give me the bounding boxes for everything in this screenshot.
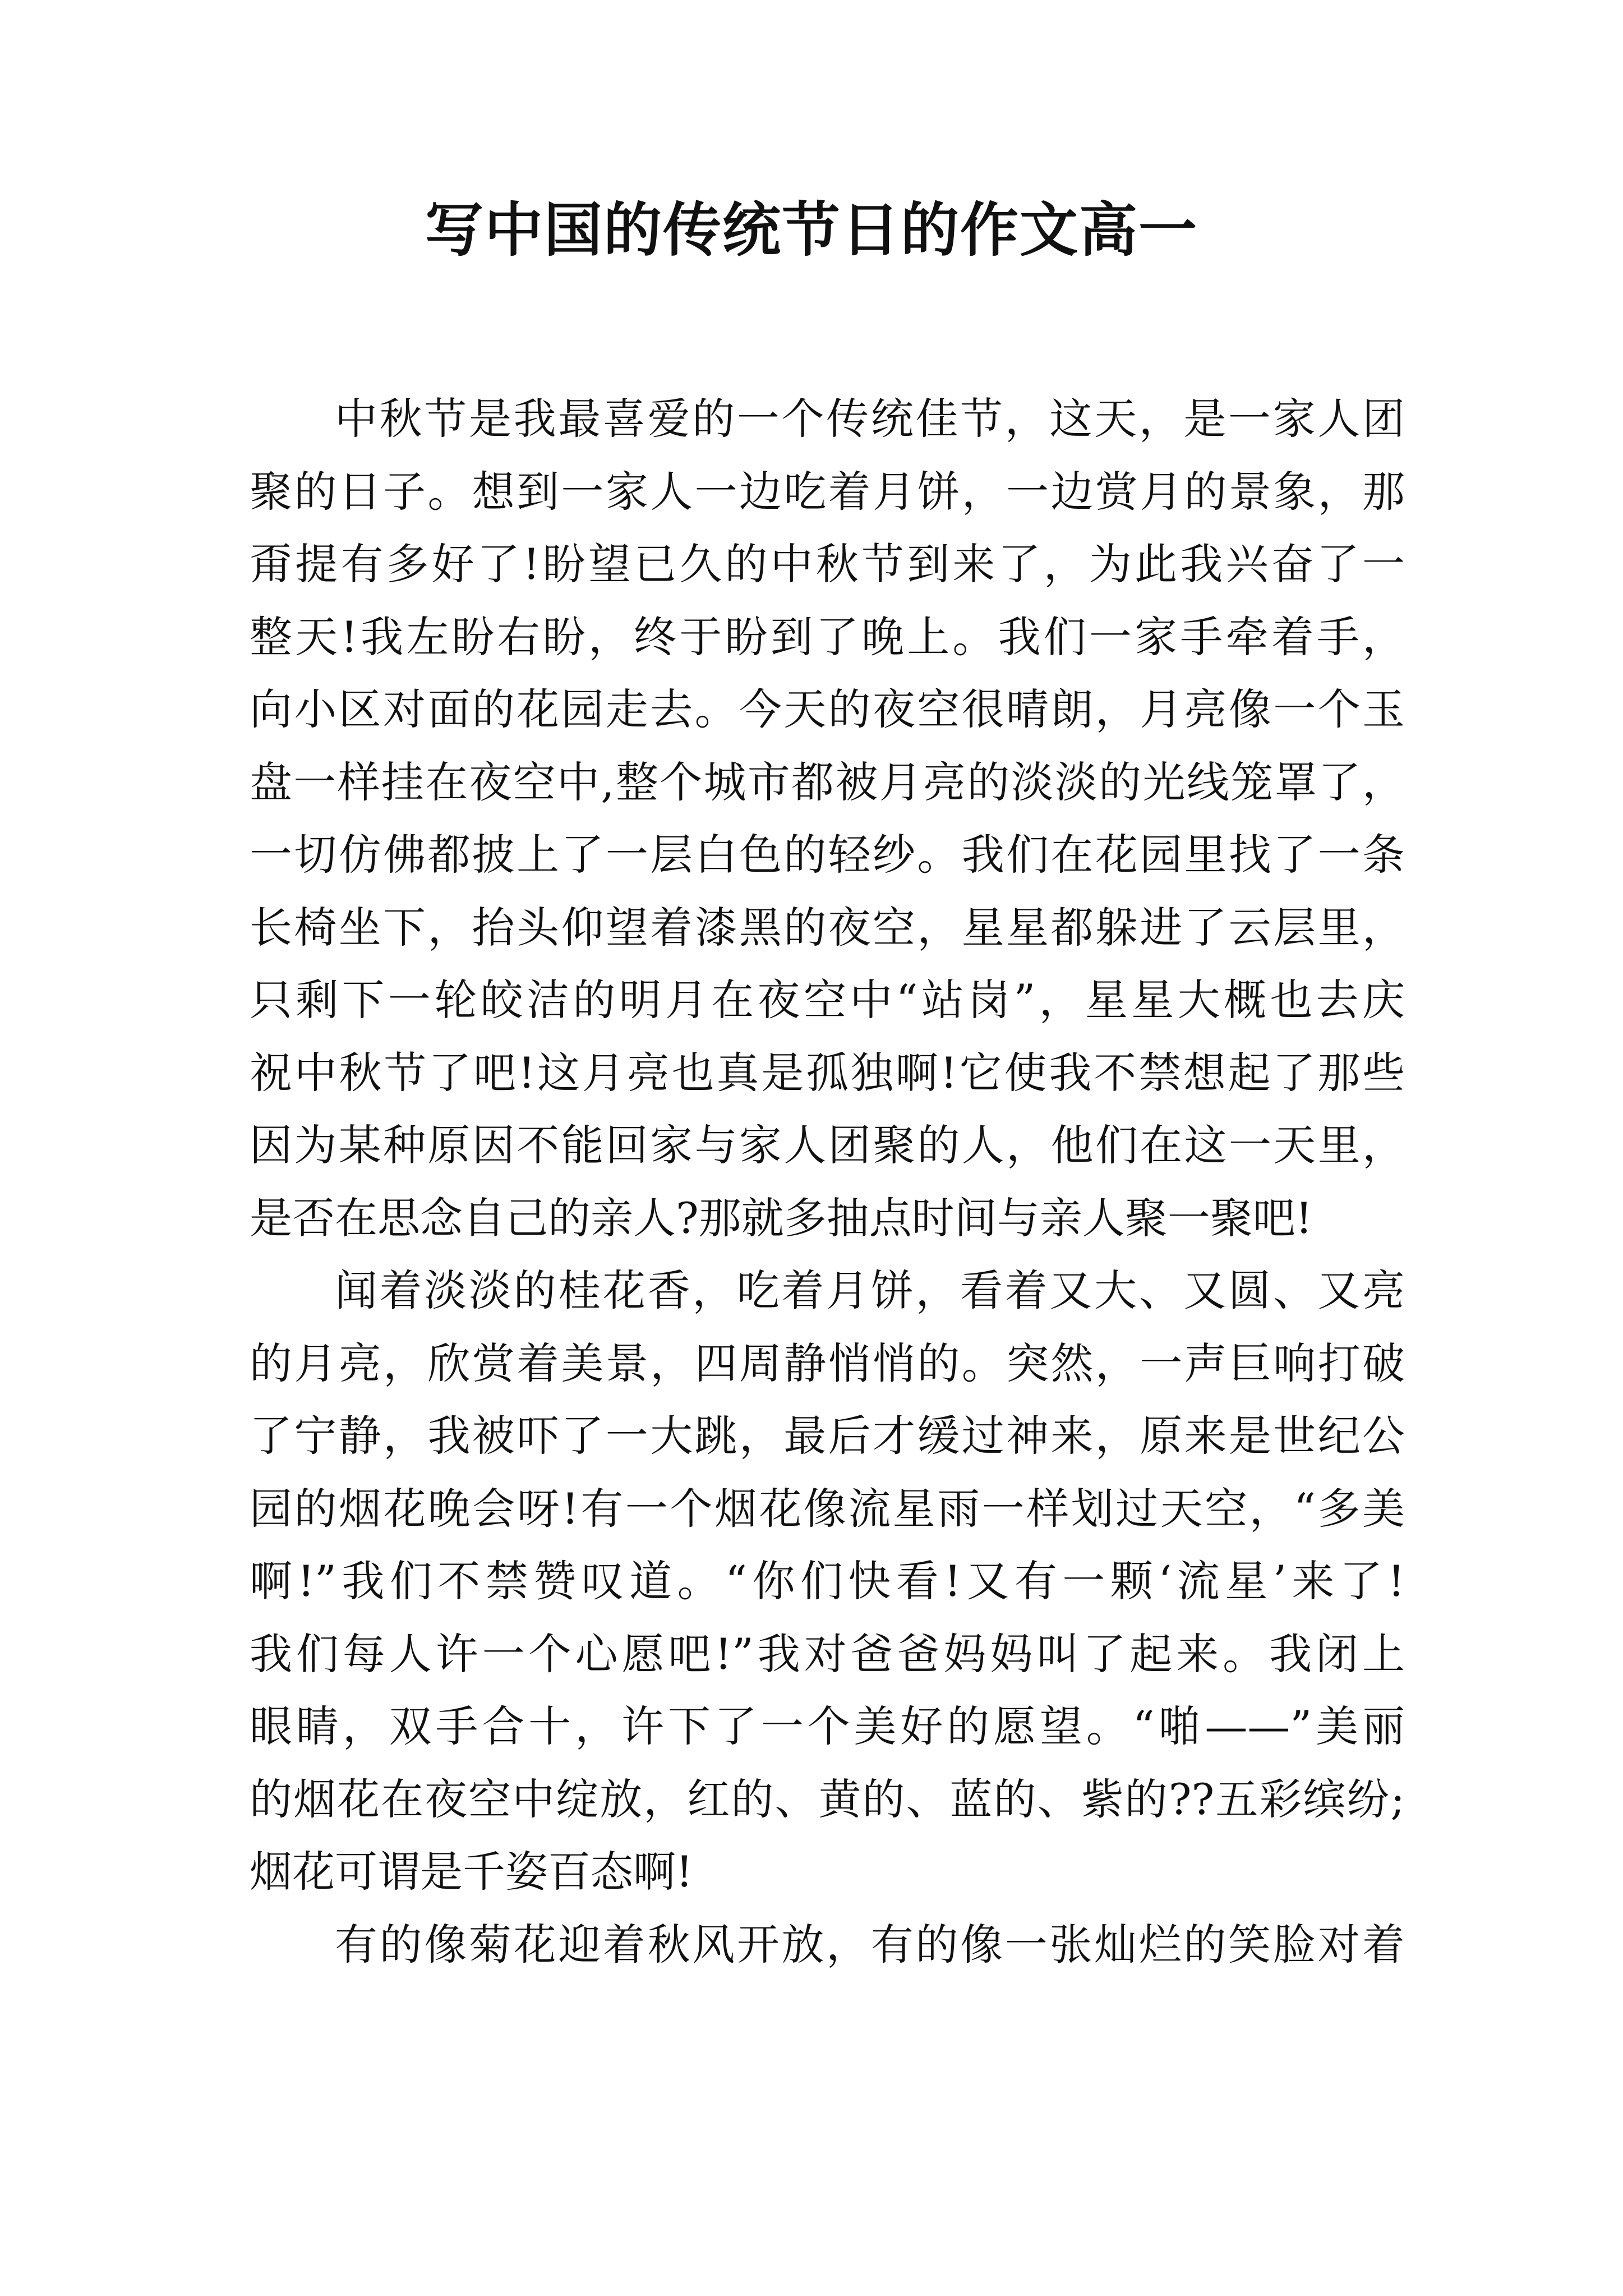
text-line: 聚的日子。想到一家人一边吃着月饼，一边赏月的景象，那 (250, 466, 1405, 517)
text-line: 只剩下一轮皎洁的明月在夜空中“站岗”，星星大概也去庆 (250, 975, 1405, 1025)
text-line: 的烟花在夜空中绽放，红的、黄的、蓝的、紫的??五彩缤纷; (250, 1774, 1405, 1824)
document-title: 写中国的传统节日的作文高一 (425, 195, 1198, 264)
text-line: 眼睛，双手合十，许下了一个美好的愿望。“啪——”美丽 (250, 1701, 1405, 1751)
text-line: 闻着淡淡的桂花香，吃着月饼，看着又大、又圆、又亮 (335, 1266, 1405, 1315)
text-line: 一切仿佛都披上了一层白色的轻纱。我们在花园里找了一条 (250, 830, 1405, 880)
text-line: 我们每人许一个心愿吧!”我对爸爸妈妈叫了起来。我闭上 (250, 1628, 1405, 1679)
text-line: 向小区对面的花园走去。今天的夜空很晴朗，月亮像一个玉 (250, 684, 1405, 734)
text-line: 中秋节是我最喜爱的一个传统佳节，这天，是一家人团 (335, 394, 1405, 444)
text-line: 园的烟花晚会呀!有一个烟花像流星雨一样划过天空，“多美 (250, 1483, 1405, 1534)
text-line: 是否在思念自己的亲人?那就多抽点时间与亲人聚一聚吧! (250, 1193, 1313, 1243)
text-line: 因为某种原因不能回家与家人团聚的人，他们在这一天里， (250, 1120, 1405, 1170)
text-line: 盘一样挂在夜空中,整个城市都被月亮的淡淡的光线笼罩了， (250, 757, 1405, 807)
text-line: 有的像菊花迎着秋风开放，有的像一张灿烂的笑脸对着 (335, 1919, 1405, 1970)
text-line: 整天!我左盼右盼，终于盼到了晚上。我们一家手牵着手， (250, 611, 1405, 662)
text-line: 甭提有多好了!盼望已久的中秋节到来了，为此我兴奋了一 (250, 539, 1405, 589)
document-body (250, 383, 1405, 1981)
text-line: 祝中秋节了吧!这月亮也真是孤独啊!它使我不禁想起了那些 (250, 1047, 1405, 1098)
text-line: 的月亮，欣赏着美景，四周静悄悄的。突然，一声巨响打破 (250, 1338, 1405, 1388)
text-line: 了宁静，我被吓了一大跳，最后才缓过神来，原来是世纪公 (250, 1411, 1405, 1461)
text-line: 长椅坐下，抬头仰望着漆黑的夜空，星星都躲进了云层里， (250, 902, 1405, 953)
text-line: 啊!”我们不禁赞叹道。“你们快看!又有一颗‘流星’来了! (250, 1556, 1405, 1606)
text-line: 烟花可谓是千姿百态啊! (250, 1847, 693, 1897)
